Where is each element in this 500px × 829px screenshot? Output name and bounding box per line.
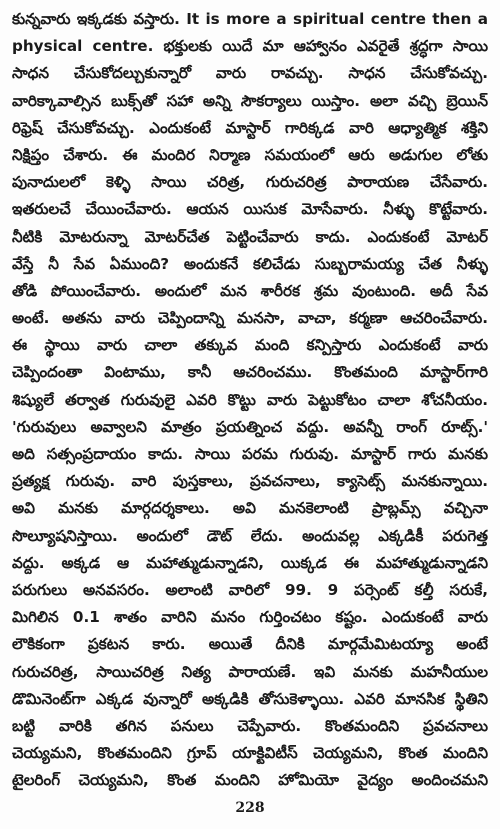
text-line: లౌకికంగా ప్రకటన కారు. అయితే దీనికి మార్గమేమిటయ్యా అంటే [12,635,488,654]
text-line: కున్నవారు ఇక్కడకు వస్తారు. It is more a spiritual centre then a [12,10,488,28]
text-line: ఈ స్థాయి వారు చాలా తక్కువ మంది కన్పిస్తారు ఎందుకంటే వారు [12,336,488,355]
text-line: శిష్యులే తర్వాత గురువులై ఎవరి కొట్టు వారు పెట్టుకోటం చాలా శోచనీయం. [12,390,488,409]
text-line: చెయ్యమని, కొంతమందిని గ్రూప్ యాక్టివిటీస్ చెయ్యమని, కొంత మందిని [12,744,488,763]
text-line: అవి మనకు మార్గదర్శకాలు. అవి మనకెలాంటి ప్రాబ్లమ్స్ వచ్చినా [12,499,488,518]
text-line: నిక్షిప్తం చేశారు. ఈ మందిర నిర్మాణ సమయంలో ఆరు అడుగుల లోతు [12,145,488,164]
text-line: అది సత్సంప్రదాయం కాదు. సాయి పరమ గురువు. మాస్టార్ గారు మనకు [12,445,488,463]
text-line: సొల్యూషనిస్తాయి. అందులో డౌట్ లేదు. అందువల్ల ఎక్కడికీ పరుగెత్త [12,526,488,545]
text-line: physical centre. భక్తులకు యిదే మా ఆహ్వానం ఎవరైతే శ్రద్ధగా సాయి [12,37,488,56]
body-text [12,6,488,794]
text-line: వారిక్కావాల్సిన బుక్స్‌తో సహా అన్ని సౌకర్యాలు యిస్తాం. అలా వచ్చి బ్రెయిన్ [12,91,488,110]
text-line: ప్రత్యక్ష గురువు. వారి పుస్తకాలు, ప్రవచనాలు, క్యాసెట్స్ మనకున్నాయి. [12,472,488,491]
text-line: పరుగులు అనవసరం. అలాంటి వారిలో 99. 9 పర్సెంట్ కల్తీ సరుకే, [12,580,488,599]
text-line: నీటికి మోటరున్నా మోటర్‌చేత పెట్టించేవారు కాదు. ఎందుకంటే మోటర్ [12,227,488,246]
text-line: గురుచరిత్ర, సాయిచరిత్ర నిత్య పారాయణే. ఇవి మనకు మహనీయుల [12,662,488,681]
text-line: టైలరింగ్ చెయ్యమని, కొంత మందిని హోమియో వైద్యం అందించమని [12,771,488,790]
text-line: వేస్తే నీ సేవ ఏముంది? అందుకనే కలిచేడు సుబ్బరామయ్య చేత నీళ్ళు [12,254,488,273]
text-line: సాధన చేసుకోదల్చుకున్నారో వారు రావచ్చు. సాధన చేసుకోవచ్చు. [12,64,488,83]
text-line: బట్టి వారికి తగిన పనులు చెప్పేవారు. కొంతమందిని ప్రవచనాలు [12,716,488,735]
text-line: పునాదులలో కెళ్ళి సాయి చరిత్ర, గురుచరిత్ర పారాయణ చేసేవారు. [12,173,488,192]
text-line: డొమినెంట్‌గా ఎక్కడ వున్నారో అక్కడికి తోసుకెళ్ళాయి. ఎవరి మానసిక స్థితిని [12,689,488,708]
page-number: 228 [235,800,265,816]
text-line: ఇతరులచే చేయించేవారు. ఆయన యిసుక మోసేవారు. నీళ్ళు కొట్టేవారు. [12,200,488,219]
text-line: మిగిలిన 0.1 శాతం వారిని మనం గుర్తించటం కష్టం. ఎందుకంటే వారు [12,608,488,627]
text-line: అంటే. అతను వారు చెప్పిందాన్ని మనసా, వాచా, కర్మణా ఆచరించేవారు. [12,309,488,328]
text-line: వద్దు. అక్కడ ఆ మహాత్ముడున్నాడని, యిక్కడ ఈ మహాత్ముడున్నాడని [12,553,488,572]
text-line: తోడి పోయించేవారు. అందులో మన శారీరక శ్రమ వుంటుంది. అదీ సేవ [12,281,488,300]
text-line: చెప్పిందంతా వింటాము, కానీ ఆచరించము. కొంతమంది మాస్టార్‌గారి [12,363,488,382]
text-line: 'గురువులు అవ్వాలని మాత్రం ప్రయత్నించ వద్దు. అవన్నీ రాంగ్ రూట్స్.' [12,417,488,436]
text-line: రిఫ్రెష్ చేసుకోవచ్చు. ఎందుకంటే మాస్టార్ గారిక్కడ వారి ఆధ్యాత్మిక శక్తిని [12,118,488,137]
